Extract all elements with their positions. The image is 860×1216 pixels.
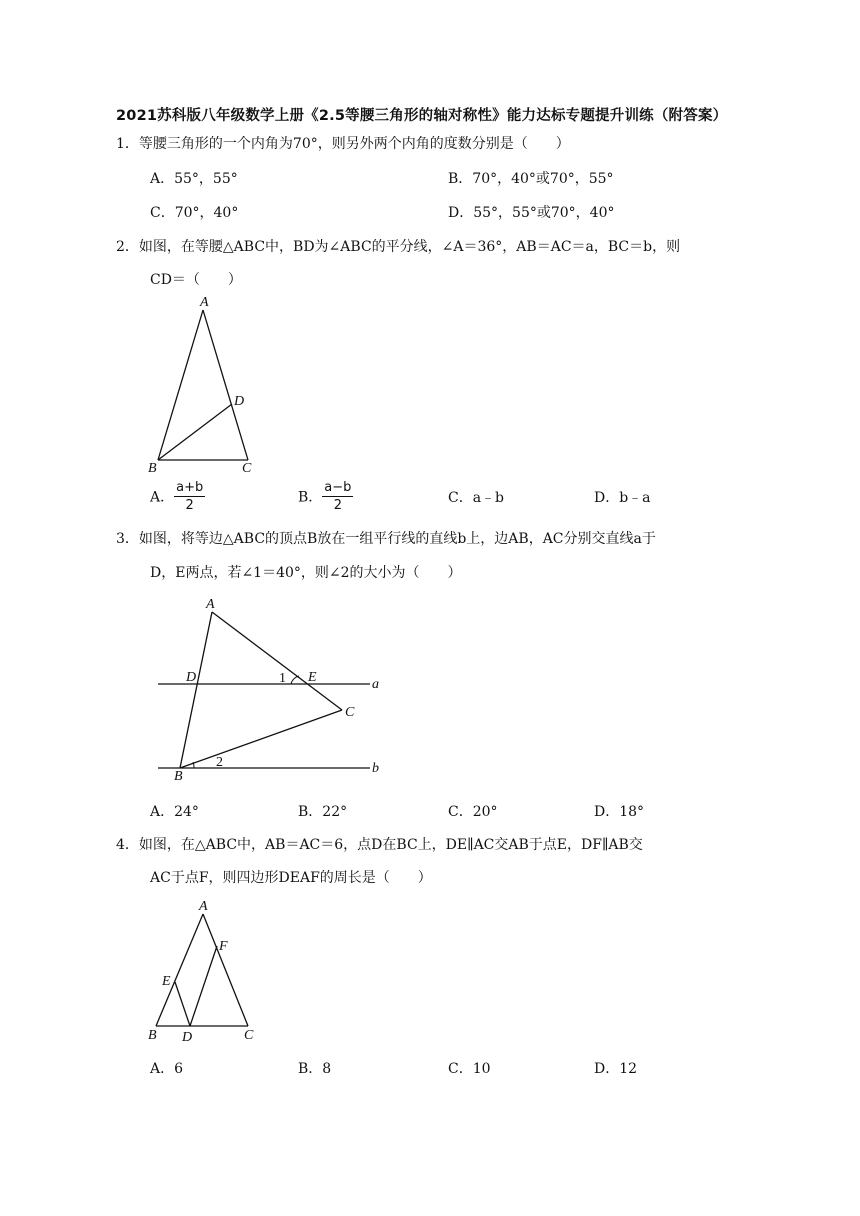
q2-label-d: D (234, 394, 245, 409)
q3-label-a-point: A (206, 597, 215, 612)
q1-option-d: D．55°，55°或70°，40° (448, 205, 615, 221)
q3-option-b: B．22° (298, 804, 348, 820)
q3-label-b-point: B (174, 769, 183, 784)
q3-label-e: E (308, 670, 317, 685)
question-2-stem-line1: 2．如图，在等腰△ABC中，BD为∠ABC的平分线，∠A＝36°，AB＝AC＝a，BC＝b，则 (116, 239, 681, 255)
q3-label-d: D (186, 670, 197, 685)
q2-label-b: B (148, 461, 157, 476)
q2-option-d: D．b﹣a (594, 490, 651, 506)
q3-label-line-a: a (372, 677, 379, 692)
q2-option-b: B． $\frac{a-b}{2}$ (298, 480, 352, 513)
q3-label-c: C (345, 705, 355, 720)
q2-figure-triangle (140, 292, 270, 478)
q1-option-c: C．70°，40° (150, 205, 239, 221)
q4-label-b: B (148, 1028, 157, 1043)
q2-option-c: C．a﹣b (448, 490, 505, 506)
q4-label-e: E (162, 974, 171, 989)
q2-label-c: C (242, 461, 252, 476)
question-3-stem-line2: D，E两点，若∠1＝40°，则∠2的大小为（ ） (150, 565, 462, 581)
q1-option-b: B．70°，40°或70°，55° (448, 171, 614, 187)
q3-figure-parallel-lines (150, 596, 390, 786)
q2-label-a: A (200, 295, 209, 310)
q4-option-c: C．10 (448, 1061, 491, 1077)
q3-option-c: C．20° (448, 804, 498, 820)
q3-option-a: A．24° (150, 804, 199, 820)
q4-label-a: A (199, 899, 208, 914)
q4-label-c: C (244, 1028, 254, 1043)
question-4-stem-line1: 4．如图，在△ABC中，AB＝AC＝6，点D在BC上，DE∥AC交AB于点E，DF∥AB交 (116, 837, 643, 853)
question-4-stem-line2: AC于点F，则四边形DEAF的周长是（ ） (150, 870, 432, 886)
q3-label-angle-2: 2 (216, 755, 223, 770)
q4-figure-triangle (140, 896, 270, 1046)
question-2-stem-line2: CD＝（ ） (150, 272, 242, 288)
q4-option-d: D．12 (594, 1061, 638, 1077)
q4-option-b: B．8 (298, 1061, 332, 1077)
q3-label-line-b: b (372, 761, 379, 776)
q4-label-d: D (182, 1030, 193, 1045)
q3-label-angle-1: 1 (279, 671, 286, 686)
question-3-stem-line1: 3．如图，将等边△ABC的顶点B放在一组平行线的直线b上，边AB，AC分别交直线a于 (116, 531, 656, 547)
question-1-stem: 1．等腰三角形的一个内角为70°，则另外两个内角的度数分别是（ ） (116, 136, 570, 152)
q3-option-d: D．18° (594, 804, 645, 820)
q4-option-a: A．6 (150, 1061, 184, 1077)
document-title: 2021苏科版八年级数学上册《2.5等腰三角形的轴对称性》能力达标专题提升训练（附答案） (116, 108, 728, 124)
q4-label-f: F (219, 939, 228, 954)
q2-option-a: A． $\frac{a+b}{2}$ (150, 480, 204, 513)
q1-option-a: A．55°，55° (150, 171, 238, 187)
